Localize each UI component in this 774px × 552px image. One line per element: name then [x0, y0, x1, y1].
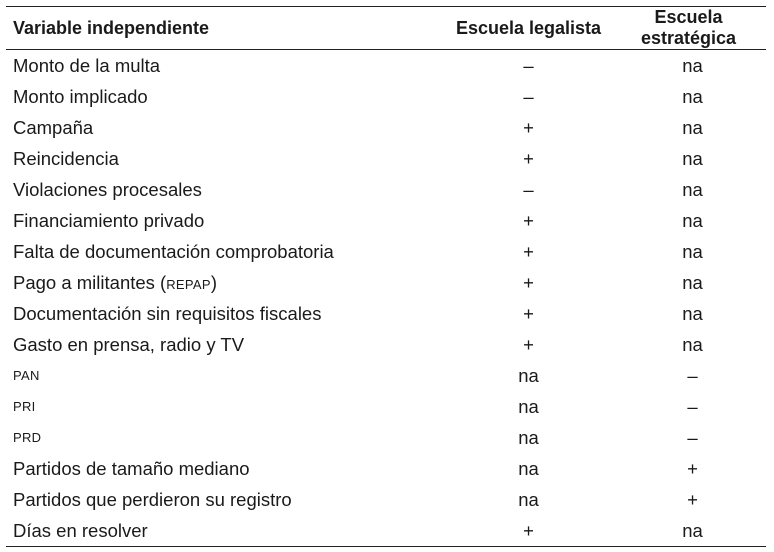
- table-row: [6, 360, 766, 391]
- row-label: PAN: [13, 368, 40, 383]
- row-label: Documentación sin requisitos fiscales: [13, 302, 322, 324]
- row-label-abbreviation: REPAP: [166, 276, 211, 292]
- table-row: [6, 298, 766, 329]
- table-row: [6, 484, 766, 515]
- table-row: [6, 453, 766, 484]
- independent-variables-table: [6, 6, 766, 547]
- header-variable: Variable independiente: [13, 17, 210, 38]
- row-legalista: na: [518, 488, 539, 510]
- row-legalista: +: [523, 519, 534, 541]
- table-row: [6, 515, 766, 547]
- row-estrategica: na: [682, 333, 703, 355]
- row-estrategica: –: [687, 426, 698, 448]
- table-row: [6, 329, 766, 360]
- table-row: [6, 174, 766, 205]
- row-estrategica: +: [687, 488, 698, 510]
- row-label: PRD: [13, 430, 42, 445]
- row-estrategica: –: [687, 395, 698, 417]
- row-estrategica: na: [682, 209, 703, 231]
- row-label: Falta de documentación comprobatoria: [13, 240, 334, 262]
- row-legalista: +: [523, 209, 534, 231]
- row-legalista: na: [518, 395, 539, 417]
- row-label: Campaña: [13, 116, 94, 138]
- row-label-composite: [6, 267, 426, 298]
- row-legalista: +: [523, 333, 534, 355]
- table-row: [6, 143, 766, 174]
- row-label: Financiamiento privado: [13, 209, 205, 231]
- row-legalista: –: [523, 54, 534, 76]
- row-label: Partidos de tamaño mediano: [13, 457, 250, 479]
- table-row: [6, 205, 766, 236]
- row-legalista: +: [523, 116, 534, 138]
- row-estrategica: +: [687, 457, 698, 479]
- row-estrategica: na: [682, 54, 703, 76]
- row-legalista: +: [523, 147, 534, 169]
- row-estrategica: na: [682, 240, 703, 262]
- row-label: Pago a militantes (: [13, 271, 167, 293]
- row-label: Monto de la multa: [13, 54, 161, 76]
- row-estrategica: na: [682, 302, 703, 324]
- table-row: [6, 391, 766, 422]
- row-label: PRI: [13, 399, 36, 414]
- row-label: Reincidencia: [13, 147, 119, 169]
- row-legalista: na: [518, 364, 539, 386]
- row-legalista: +: [523, 302, 534, 324]
- table-row: [6, 81, 766, 112]
- row-legalista: –: [523, 85, 534, 107]
- table-row: [6, 112, 766, 143]
- row-label: Gasto en prensa, radio y TV: [13, 333, 245, 355]
- row-estrategica: na: [682, 116, 703, 138]
- row-legalista: –: [523, 178, 534, 200]
- row-label: Partidos que perdieron su registro: [13, 488, 292, 510]
- table-row: [6, 50, 766, 82]
- row-estrategica: –: [687, 364, 698, 386]
- header-row: [6, 7, 766, 50]
- row-label-suffix: ): [210, 271, 217, 293]
- table-row: [6, 422, 766, 453]
- header-estrategica: Escuela estratégica: [640, 7, 737, 48]
- table-row: [6, 236, 766, 267]
- results-table-container: [6, 6, 766, 547]
- row-label: Monto implicado: [13, 85, 148, 107]
- table-body: [6, 50, 766, 547]
- row-label: Violaciones procesales: [13, 178, 202, 200]
- row-estrategica: na: [682, 271, 703, 293]
- header-legalista: Escuela legalista: [455, 17, 602, 38]
- row-legalista: +: [523, 240, 534, 262]
- row-legalista: na: [518, 426, 539, 448]
- row-legalista: na: [518, 457, 539, 479]
- row-estrategica: na: [682, 85, 703, 107]
- row-estrategica: na: [682, 519, 703, 541]
- table-header: [6, 7, 766, 50]
- table-row: [6, 267, 766, 298]
- row-estrategica: na: [682, 178, 703, 200]
- row-legalista: +: [523, 271, 534, 293]
- row-label: Días en resolver: [13, 519, 148, 541]
- row-estrategica: na: [682, 147, 703, 169]
